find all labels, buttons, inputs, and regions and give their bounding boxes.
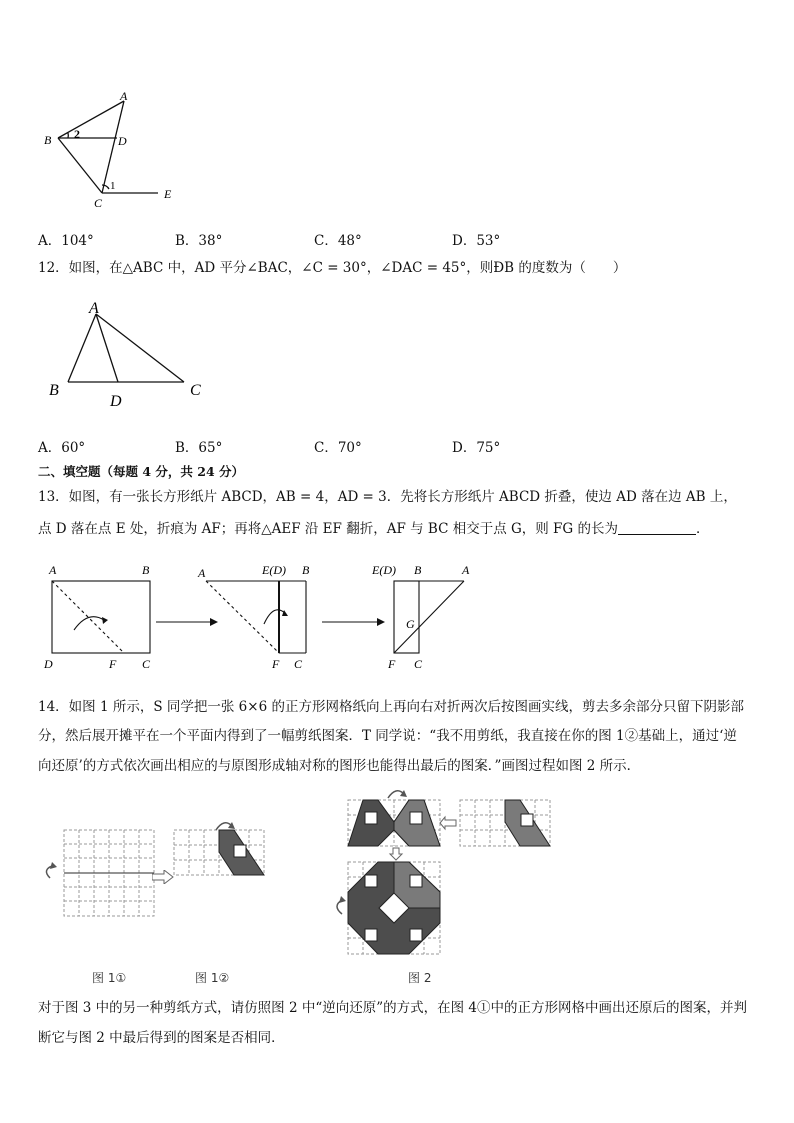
q12-label-a: A [89,300,99,317]
q14-caption-fig2: 图 2 [408,971,432,985]
q14-caption-fig1-1: 图 1① [92,971,127,985]
q12-option-b: B．65° [175,440,223,456]
q12-option-c: C．70° [314,440,362,456]
q14-line2: 分，然后展开摊平在一个平面内得到了一幅剪纸图案．T 同学说：“我不用剪纸，我直接在你的图 1②基础上，通过‘逆 [38,728,737,744]
q12-option-d: D．75° [452,440,501,456]
q13-answer-blank[interactable] [618,520,696,535]
q11-option-d: D．53° [452,233,501,249]
q14-fig1-2 [172,820,272,900]
q13-fig2-label-ed: E(D) [262,563,286,577]
q14-arrow-1 [152,870,174,884]
q11-label-b: B [44,133,52,147]
q11-option-a: A．104° [38,233,94,249]
q13-fig2-label-b: B [302,563,310,577]
q11-label-e: E [164,187,172,201]
q13-figures [38,558,488,676]
q13-fig1-label-d: D [44,657,53,671]
section-heading-fill-blank: 二、填空题（每题 4 分，共 24 分） [38,464,245,479]
q13-fig3-label-c: C [414,657,423,671]
q11-figure [38,88,188,208]
q12-label-c: C [190,382,201,399]
q11-label-2: 2 [74,127,80,141]
q14-caption-fig1-2: 图 1② [195,971,230,985]
q14-line4: 对于图 3 中的另一种剪纸方式，请仿照图 2 中“逆向还原”的方式，在图 4①中的正方形网格中画出还原后的图案，并判 [38,1000,748,1016]
q12-stem: 12．如图，在△ABC 中，AD 平分∠BAC，∠C = 30°，∠DAC = 45°，则ÐB 的度数为（ ） [38,260,627,276]
q13-fig2-label-c: C [294,657,303,671]
q14-fig1-1 [40,826,160,922]
q13-line2-text: 点 D 落在点 E 处，折痕为 AF；再将△AEF 沿 EF 翻折，AF 与 BC 相交于点 G，则 FG 的长为 [38,521,618,537]
q13-fig3-label-f: F [388,657,396,671]
q13-line2 [38,519,710,539]
q11-label-d: D [118,134,127,148]
q12-option-a: A．60° [38,440,86,456]
q13-fig3-label-g: G [406,617,415,631]
q11-label-c: C [94,196,103,208]
q13-fig2-label-a: A [198,566,206,580]
q14-line3: 向还原’的方式依次画出相应的与原图形成轴对称的图形也能得出最后的图案．”画图过程如图 2 所示． [38,758,641,774]
q11-label-a: A [120,89,128,103]
q13-fig1-label-c: C [142,657,151,671]
q13-line1: 13．如图，有一张长方形纸片 ABCD，AB = 4，AD = 3．先将长方形纸片 ABCD 折叠，使边 AD 落在边 AB 上， [38,489,737,505]
q13-fig1-label-a: A [49,563,57,577]
q11-label-1: 1 [110,180,116,192]
q12-label-b: B [49,382,59,399]
q13-line2-end: ． [696,521,710,537]
q14-line5: 断它与图 2 中最后得到的图案是否相同． [38,1030,285,1046]
q13-fig2-label-f: F [272,657,280,671]
q13-fig3-label-ed: E(D) [372,563,396,577]
q12-figure [42,296,222,412]
q13-fig3-label-a: A [462,563,470,577]
q12-label-d: D [110,393,122,410]
q14-fig2 [330,790,555,960]
q11-option-c: C．48° [314,233,362,249]
q13-fig1-label-f: F [109,657,117,671]
q11-option-b: B．38° [175,233,223,249]
q13-fig3-label-b: B [414,563,422,577]
q13-fig1-label-b: B [142,563,150,577]
q14-line1: 14．如图 1 所示，S 同学把一张 6×6 的正方形网格纸向上再向右对折两次后按图画实线，剪去多余部分只留下阴影部 [38,699,744,715]
